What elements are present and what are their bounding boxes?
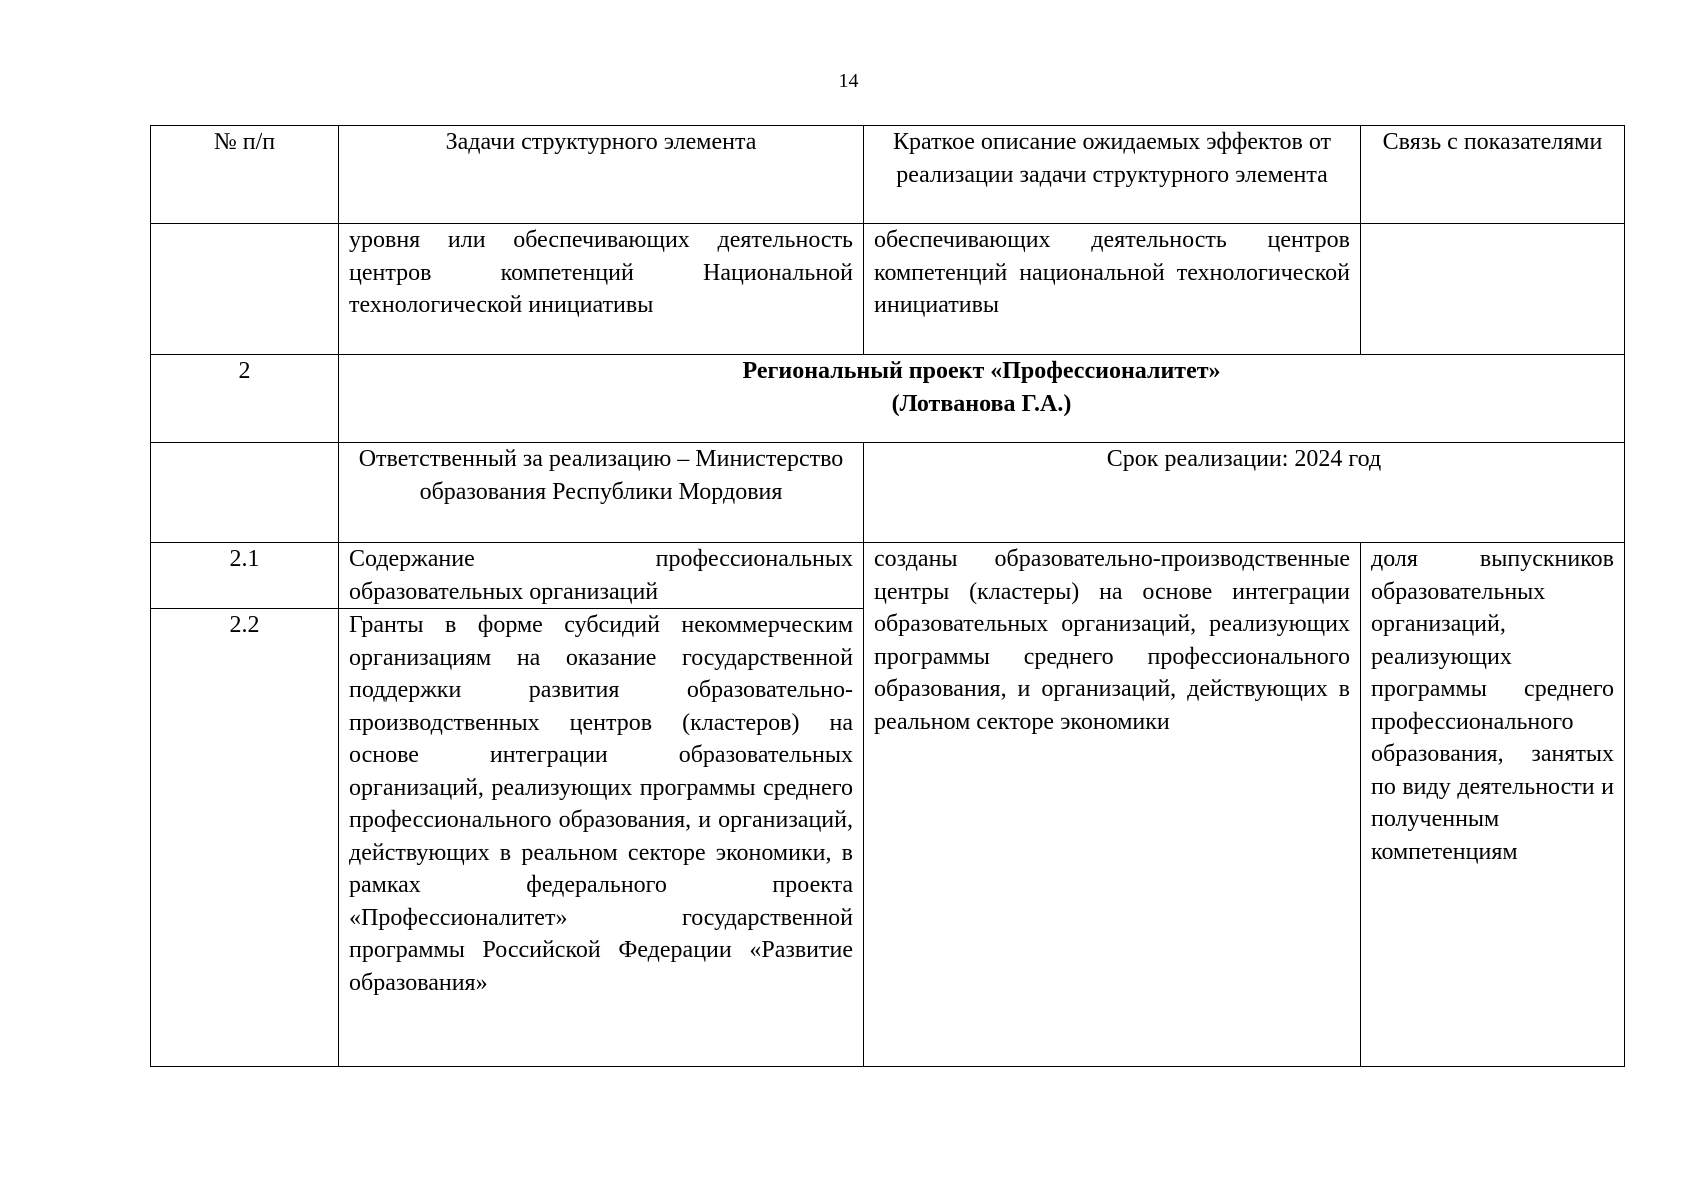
section-title-line2: (Лотванова Г.А.) [891, 390, 1072, 417]
table-row [151, 224, 1625, 355]
row-number-cell [151, 224, 339, 355]
effect-cell: созданы образовательно-производственные центры (кластеры) на основе интеграции образовательных организаций, реализующих программы среднего профессионального образования, и организаций, действующих в реальном секторе экономики [864, 543, 1361, 1067]
indicator-cell: доля выпускников образовательных организаций, реализующих программы среднего профессионального образования, занятых по виду деятельности и полученным компетенциям [1361, 543, 1625, 1067]
responsible-row [151, 443, 1625, 543]
deadline-cell: Срок реализации: 2024 год [864, 443, 1625, 543]
section-row [151, 355, 1625, 443]
section-title-line1: Региональный проект «Профессионалитет» [742, 358, 1221, 384]
task-cell: Содержание профессиональных образовательных организаций [339, 543, 864, 609]
effect-cell: обеспечивающих деятельность центров компетенций национальной технологической инициативы [864, 224, 1361, 355]
task-cell: Гранты в форме субсидий некоммерческим организациям на оказание государственной поддержки развития образовательно-производственных центров (кластеров) на основе интеграции образовательных организаций, реализующих программы среднего профессионального образования, и организаций, действующих в реальном секторе экономики, в рамках федерального проекта «Профессионалитет» государственной программы Российской Федерации «Развитие образования» [339, 609, 864, 1067]
task-cell: уровня или обеспечивающих деятельность центров компетенций Национальной технологической инициативы [339, 224, 864, 355]
table-row [151, 543, 1625, 609]
responsible-cell: Ответственный за реализацию – Министерство образования Республики Мордовия [339, 443, 864, 543]
table-header-row [151, 126, 1625, 224]
section-number: 2 [151, 355, 339, 443]
header-indicators: Связь с показателями [1361, 126, 1625, 224]
row-number-cell: 2.2 [151, 609, 339, 1067]
header-effects: Краткое описание ожидаемых эффектов от реализации задачи структурного элемента [864, 126, 1361, 224]
indicator-cell [1361, 224, 1625, 355]
section-title [339, 355, 1625, 443]
header-tasks: Задачи структурного элемента [339, 126, 864, 224]
row-number-cell: 2.1 [151, 543, 339, 609]
page-number: 14 [838, 70, 859, 92]
structural-elements-table [150, 125, 1625, 1067]
row-number-cell [151, 443, 339, 543]
header-number: № п/п [151, 126, 339, 224]
